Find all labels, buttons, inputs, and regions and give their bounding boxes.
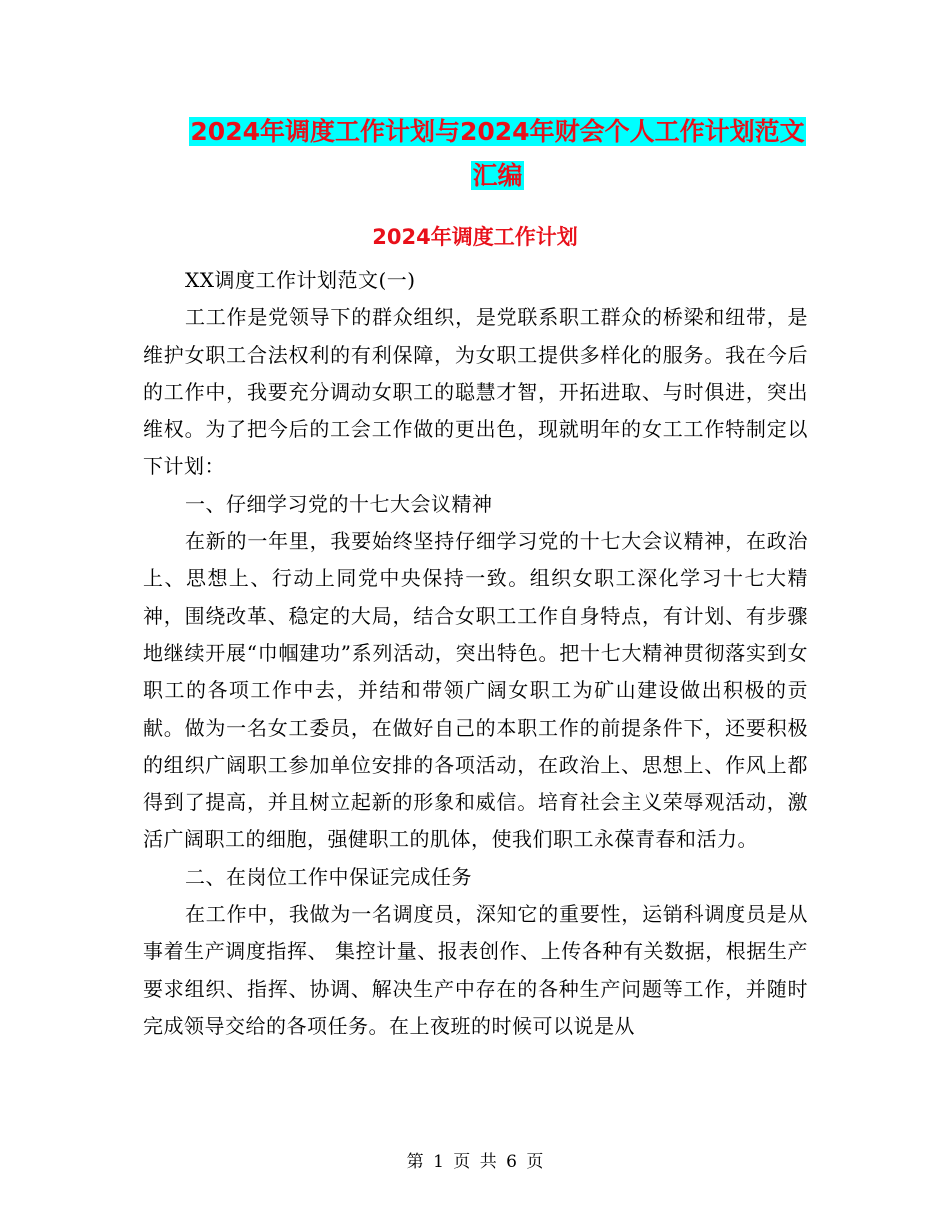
paragraph-heading: 二、在岗位工作中保证完成任务 xyxy=(185,864,472,889)
page-footer: 第 1 页 共 6 页 xyxy=(406,1152,544,1172)
paragraph: 在工作中，我做为一名调度员，深知它的重要性，运销科调度员是从事着生产调度指挥、 集控计量、报表创作、上传各种有关数据，根据生产要求组织、指挥、协调、解决生产中存在的各种生产问题等工作，并随时完成领导交给的各项任务。在上夜班的时候可以说是从 xyxy=(143,902,808,1038)
paragraph: 在新的一年里，我要始终坚持仔细学习党的十七大会议精神，在政治上、思想上、行动上同党中央保持一致。组织女职工深化学习十七大精神，围绕改革、稳定的大局，结合女职工工作自身特点，有计划、有步骤地继续开展“巾帼建功”系列活动，突出特色。把十七大精神贯彻落实到女职工的各项工作中去，并结和带领广阔女职工为矿山建设做出积极的贡献。做为一名女工委员，在做好自己的本职工作的前提条件下，还要积极的组织广阔职工参加单位安排的各项活动，在政治上、思想上、作风上都得到了提高，并且树立起新的形象和威信。培育社会主义荣辱观活动，激活广阔职工的细胞，强健职工的肌体，使我们职工永葆青春和活力。 xyxy=(143,529,808,852)
paragraph-subtitle: XX调度工作计划范文(一) xyxy=(185,268,416,292)
paragraph-heading: 一、仔细学习党的十七大会议精神 xyxy=(185,491,493,516)
document-title xyxy=(140,110,855,198)
section-title: 2024年调度工作计划 xyxy=(372,225,578,249)
document-title-line2: 汇编 xyxy=(472,161,523,190)
document-title-line1: 2024年调度工作计划与2024年财会个人工作计划范文 xyxy=(190,117,805,146)
document-body xyxy=(143,262,808,1045)
paragraph: 工工作是党领导下的群众组织，是党联系职工群众的桥梁和纽带，是维护女职工合法权利的有利保障，为女职工提供多样化的服务。我在今后的工作中，我要充分调动女职工的聪慧才智，开拓进取、与时俱进，突出维权。为了把今后的工会工作做的更出色，现就明年的女工工作特制定以下计划： xyxy=(143,305,808,479)
